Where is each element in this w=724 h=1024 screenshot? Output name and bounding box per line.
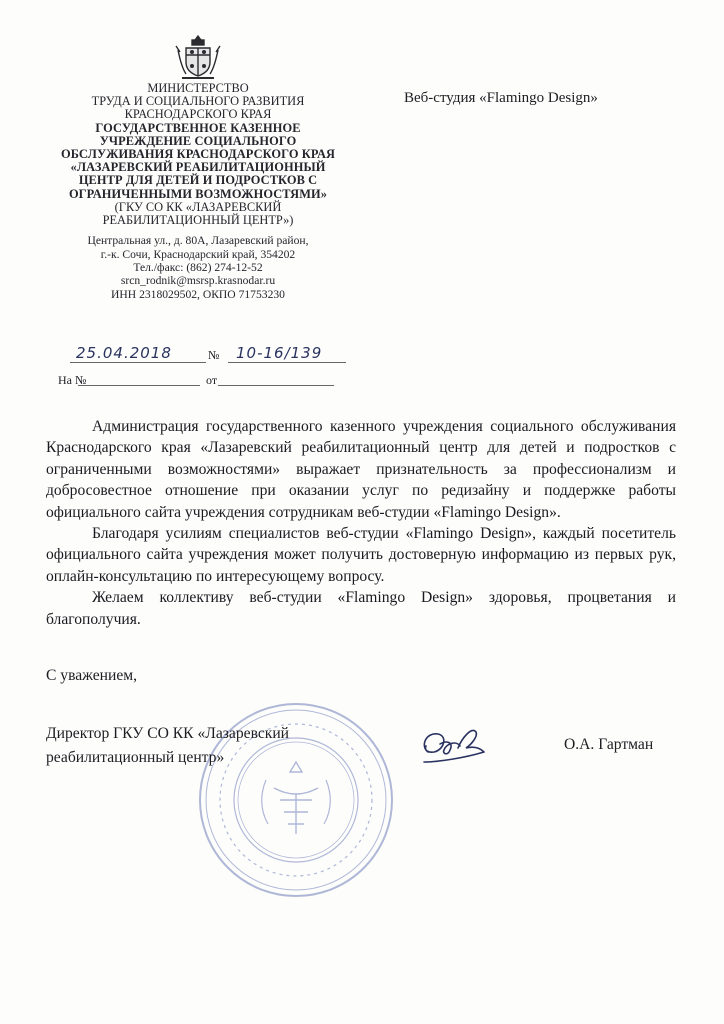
handwritten-signature xyxy=(414,722,494,772)
addressee: Веб-студия «Flamingo Design» xyxy=(404,90,598,106)
institution-line: ОБСЛУЖИВАНИЯ КРАСНОДАРСКОГО КРАЯ xyxy=(60,147,336,162)
reference-date-blank xyxy=(218,385,334,386)
reference-line xyxy=(58,373,338,391)
reference-from-label: от xyxy=(206,373,218,387)
reference-blank xyxy=(78,385,200,386)
address-block xyxy=(30,234,366,301)
registration-date: 25.04.2018 xyxy=(70,344,206,363)
email-line: srcn_rodnik@msrsp.krasnodar.ru xyxy=(120,274,276,288)
institution-line: УЧРЕЖДЕНИЕ СОЦИАЛЬНОГО xyxy=(99,133,297,148)
institution-line: ОГРАНИЧЕННЫМИ ВОЗМОЖНОСТЯМИ» xyxy=(68,186,328,201)
ministry-line: МИНИСТЕРСТВО xyxy=(147,81,249,95)
registration-line xyxy=(60,344,340,366)
body-paragraph: Желаем коллективу веб-студии «Flamingo Design» здоровья, процветания и благополучия. xyxy=(46,589,676,628)
letter-body xyxy=(46,416,676,630)
body-paragraph: Благодаря усилиям специалистов веб-студии «Flamingo Design», каждый посетитель официального сайта учреждения может получить достоверную информацию из первых рук, оплайн-консультацию по интересующему вопросу. xyxy=(46,525,676,585)
closing-phrase: С уважением, xyxy=(46,667,138,684)
signatory-role-line: Директор ГКУ СО КК «Лазаревский xyxy=(46,725,290,742)
signatory-role xyxy=(46,722,346,770)
address-line: Центральная ул., д. 80А, Лазаревский район, xyxy=(87,234,309,248)
letterhead xyxy=(30,82,366,301)
tax-id-line: ИНН 2318029502, ОКПО 71753230 xyxy=(111,287,285,301)
reference-label: На № xyxy=(58,373,87,387)
body-paragraph: Администрация государственного казенного учреждения социального обслуживания Краснодарского края «Лазаревский реабилитационный центр для детей и подростков с ограниченными возможностями» выражает признательность за профессионализм и добросовестное отношение при оказании услуг по редизайну и поддержке работы официального сайта учреждения сотрудникам веб-студии «Flamingo Design». xyxy=(46,418,676,521)
ministry-line: ТРУДА И СОЦИАЛЬНОГО РАЗВИТИЯ xyxy=(91,94,305,109)
coat-of-arms-icon xyxy=(172,32,224,84)
registration-number: 10-16/139 xyxy=(228,344,346,363)
short-name-line: РЕАБИЛИТАЦИОННЫЙ ЦЕНТР») xyxy=(102,213,294,228)
institution-line: ГОСУДАРСТВЕННОЕ КАЗЕННОЕ xyxy=(95,120,301,135)
institution-line: «ЛАЗАРЕВСКИЙ РЕАБИЛИТАЦИОННЫЙ xyxy=(70,160,326,175)
signatory-role-line: реабилитационный центр» xyxy=(46,749,225,766)
institution-line: ЦЕНТР ДЛЯ ДЕТЕЙ И ПОДРОСТКОВ С xyxy=(78,173,318,188)
registration-number-label: № xyxy=(208,348,220,362)
signatory-name: О.А. Гартман xyxy=(564,736,654,753)
address-line: г.-к. Сочи, Краснодарский край, 354202 xyxy=(100,247,296,261)
phone-line: Тел./факс: (862) 274-12-52 xyxy=(133,261,263,275)
short-name-line: (ГКУ СО КК «ЛАЗАРЕВСКИЙ xyxy=(114,199,282,214)
ministry-line: КРАСНОДАРСКОГО КРАЯ xyxy=(124,107,272,122)
